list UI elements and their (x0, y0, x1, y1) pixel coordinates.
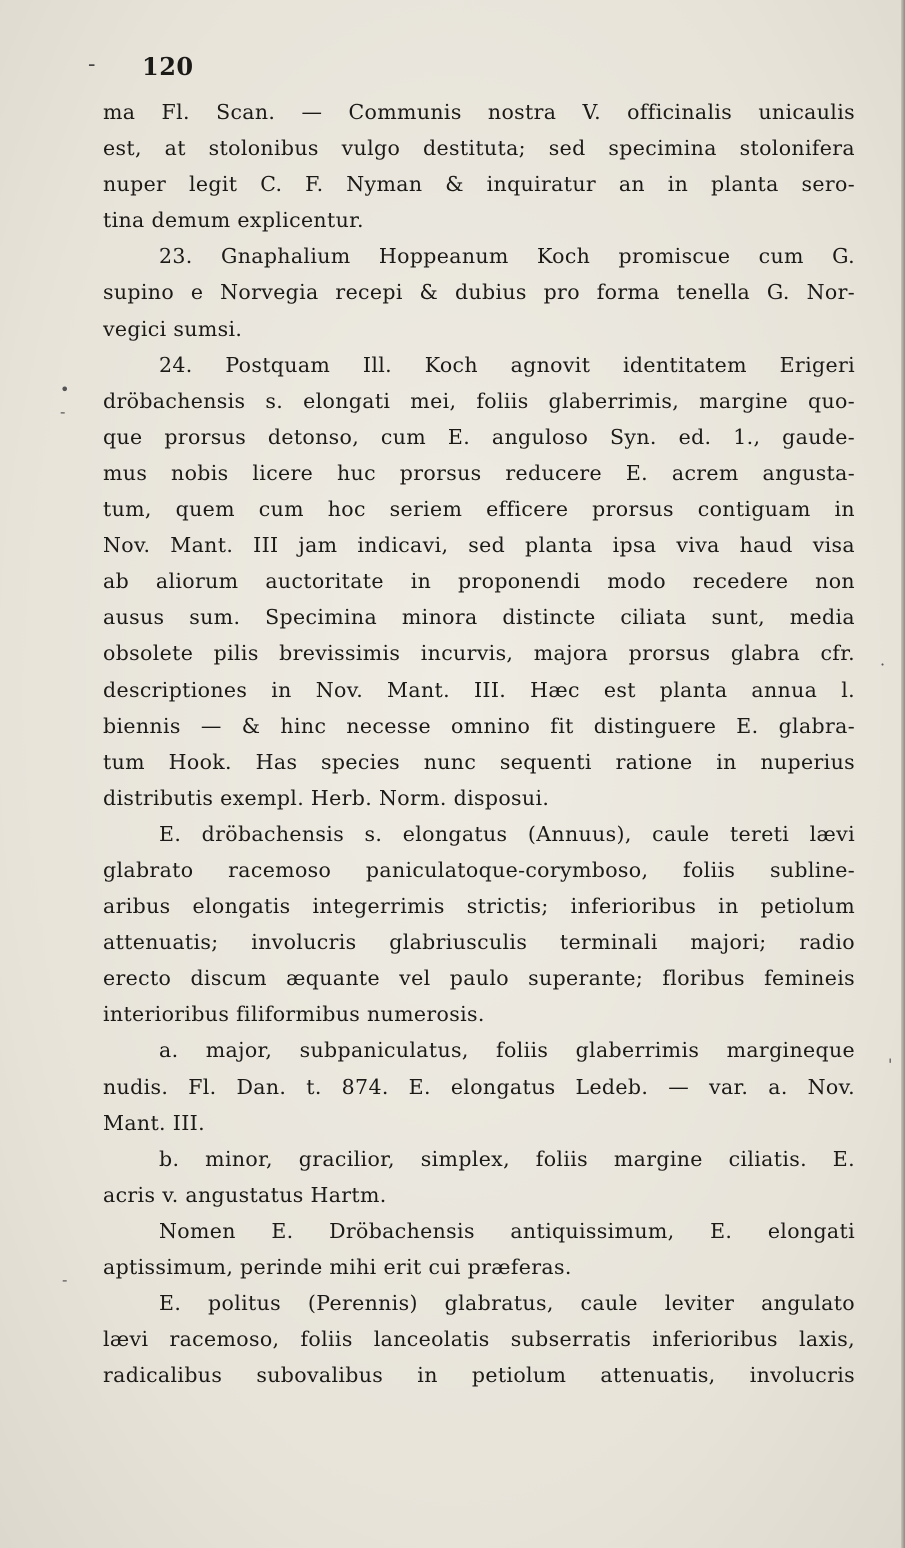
text-line: 23. Gnaphalium Hoppeanum Koch promiscue cum G. (159, 244, 855, 269)
text-line: Nov. Mant. III jam indicavi, sed planta ipsa viva haud visa (103, 533, 855, 558)
text-line: dröbachensis s. elongati mei, foliis glaberrimis, margine quo- (103, 388, 855, 413)
text-line: erecto discum æquante vel paulo superante; floribus femineis (103, 966, 855, 991)
text-line: tum, quem cum hoc seriem efficere prorsus contiguam in (103, 497, 855, 522)
text-line: vegici sumsi. (103, 316, 243, 341)
page-edge (901, 0, 905, 1548)
text-line: aribus elongatis integerrimis strictis; inferioribus in petiolum (103, 894, 855, 919)
text-line: nuper legit C. F. Nyman & inquiratur an in planta sero- (103, 172, 855, 197)
text-line: attenuatis; involucris glabriusculis terminali majori; radio (103, 930, 855, 955)
text-line: descriptiones in Nov. Mant. III. Hæc est planta annua l. (103, 677, 855, 702)
text-line: interioribus filiformibus numerosis. (103, 1002, 485, 1027)
text-line: mus nobis licere huc prorsus reducere E. acrem angusta- (103, 460, 855, 485)
text-line: supino e Norvegia recepi & dubius pro forma tenella G. Nor- (103, 280, 855, 305)
text-line: a. major, subpaniculatus, foliis glaberrimis margineque (159, 1038, 855, 1063)
text-line: biennis — & hinc necesse omnino fit distinguere E. glabra- (103, 713, 855, 738)
text-line: ab aliorum auctoritate in proponendi modo recedere non (103, 569, 855, 594)
text-line: glabrato racemoso paniculatoque-corymboso, foliis subline- (103, 857, 855, 882)
text-line: E. politus (Perennis) glabratus, caule leviter angulato (159, 1291, 855, 1316)
margin-speck: - (60, 402, 66, 421)
text-line: ma Fl. Scan. — Communis nostra V. officinalis unicaulis (103, 100, 855, 124)
text-line: Nomen E. Dröbachensis antiquissimum, E. elongati (159, 1218, 855, 1243)
text-line: distributis exempl. Herb. Norm. disposui. (103, 785, 550, 810)
margin-speck: - (62, 1270, 68, 1289)
margin-speck: ' (888, 1055, 893, 1074)
text-line: tina demum explicentur. (103, 208, 364, 233)
text-line: aptissimum, perinde mihi erit cui præferas. (103, 1255, 572, 1279)
text-line: tum Hook. Has species nunc sequenti ratione in nuperius (103, 749, 855, 774)
text-line: lævi racemoso, foliis lanceolatis subserratis inferioribus laxis, (103, 1327, 855, 1352)
text-line: 24. Postquam Ill. Koch agnovit identitatem Erigeri (159, 352, 855, 377)
text-line: acris v. angustatus Hartm. (103, 1182, 387, 1207)
page-number: 120 (142, 52, 194, 81)
margin-speck: • (60, 380, 70, 399)
text-line: b. minor, gracilior, simplex, foliis margine ciliatis. E. (159, 1146, 855, 1171)
text-line: nudis. Fl. Dan. t. 874. E. elongatus Ledeb. — var. a. Nov. (103, 1074, 855, 1099)
text-line: radicalibus subovalibus in petiolum attenuatis, involucris (103, 1363, 855, 1388)
text-line: que prorsus detonso, cum E. anguloso Syn. ed. 1., gaude- (103, 424, 855, 449)
margin-dash-mark: - (88, 52, 96, 77)
text-line: E. dröbachensis s. elongatus (Annuus), caule tereti lævi (159, 821, 855, 846)
body-text (103, 94, 855, 1393)
text-line: obsolete pilis brevissimis incurvis, majora prorsus glabra cfr. (103, 641, 855, 666)
margin-speck: · (880, 655, 886, 674)
text-line: ausus sum. Specimina minora distincte ciliata sunt, media (103, 605, 855, 630)
text-line: Mant. III. (103, 1110, 205, 1135)
text-line: est, at stolonibus vulgo destituta; sed specimina stolonifera (103, 136, 855, 161)
